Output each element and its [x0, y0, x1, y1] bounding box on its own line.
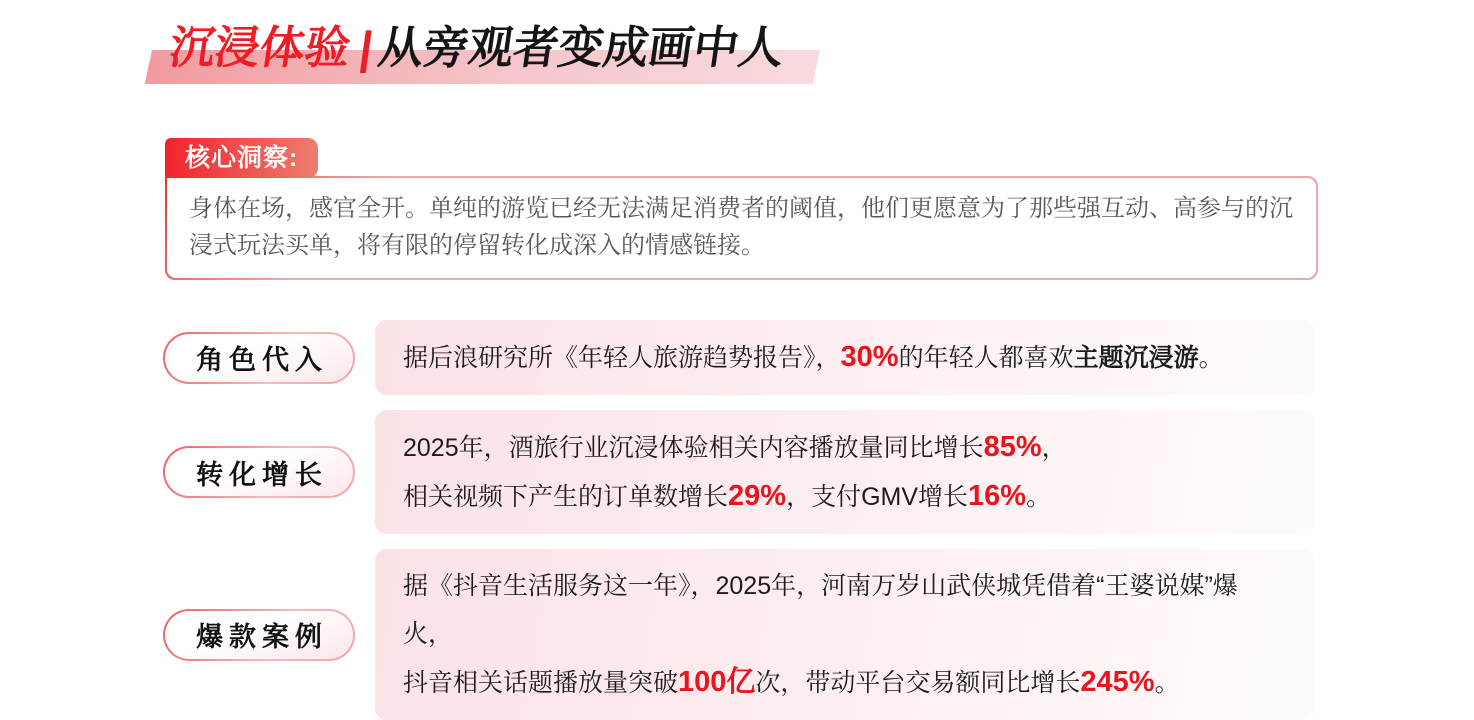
page-title — [166, 18, 788, 78]
text-segment: 的年轻人都喜欢 — [898, 344, 1074, 372]
text-segment: 2025年，酒旅行业沉浸体验相关内容播放量同比增长 — [403, 434, 984, 462]
text-segment: 据《抖音生活服务这一年》，2025年，河南万岁山武侠城凭借着“王婆说媒”爆火， — [403, 572, 1238, 648]
insight-section — [165, 144, 1318, 280]
feature-row — [163, 320, 1315, 395]
stat-emphasis: 100亿 — [678, 666, 756, 698]
feature-row — [163, 410, 1315, 534]
category-pill-label: 角色代入 — [165, 334, 353, 382]
stat-emphasis: 30% — [840, 341, 899, 373]
feature-text-block — [375, 410, 1315, 534]
feature-text-block — [375, 549, 1315, 720]
feature-text-block — [375, 320, 1315, 395]
category-pill-label: 转化增长 — [165, 448, 353, 496]
text-segment: ， — [1041, 434, 1067, 462]
stat-emphasis: 29% — [728, 480, 787, 512]
category-pill — [163, 609, 355, 661]
page-title-highlight: 沉浸体验 — [166, 22, 354, 73]
category-pill — [163, 446, 355, 498]
feature-text-line — [403, 562, 1287, 658]
text-segment: 主题沉浸游 — [1073, 344, 1199, 372]
insight-text: 身体在场，感官全开。单纯的游览已经无法满足消费者的阈值，他们更愿意为了那些强互动、高参与的沉浸式玩法买单，将有限的停留转化成深入的情感链接。 — [167, 178, 1316, 278]
page-title-separator: | — [356, 22, 377, 73]
stat-emphasis: 85% — [983, 431, 1042, 463]
stat-emphasis: 245% — [1080, 666, 1155, 698]
text-segment: 。 — [1026, 483, 1052, 511]
category-pill-label: 爆款案例 — [165, 611, 353, 659]
feature-text-line — [403, 333, 1287, 382]
category-pill — [163, 332, 355, 384]
stat-emphasis: 16% — [968, 480, 1027, 512]
insight-label-badge: 核心洞察: — [165, 138, 318, 178]
text-segment: ，支付GMV增长 — [786, 483, 969, 511]
text-segment: 相关视频下产生的订单数增长 — [403, 483, 729, 511]
text-segment: 次，带动平台交易额同比增长 — [755, 669, 1081, 697]
page-title-rest: 从旁观者变成画中人 — [375, 22, 788, 73]
feature-row — [163, 549, 1315, 720]
text-segment: 抖音相关话题播放量突破 — [403, 669, 679, 697]
text-segment: 。 — [1198, 344, 1224, 372]
text-segment: 据后浪研究所《年轻人旅游趋势报告》， — [403, 344, 841, 372]
insight-box — [165, 176, 1318, 280]
feature-text-line — [403, 658, 1287, 707]
text-segment: 。 — [1154, 669, 1180, 697]
feature-rows — [163, 320, 1315, 720]
feature-text-line — [403, 472, 1287, 521]
feature-text-line — [403, 423, 1287, 472]
